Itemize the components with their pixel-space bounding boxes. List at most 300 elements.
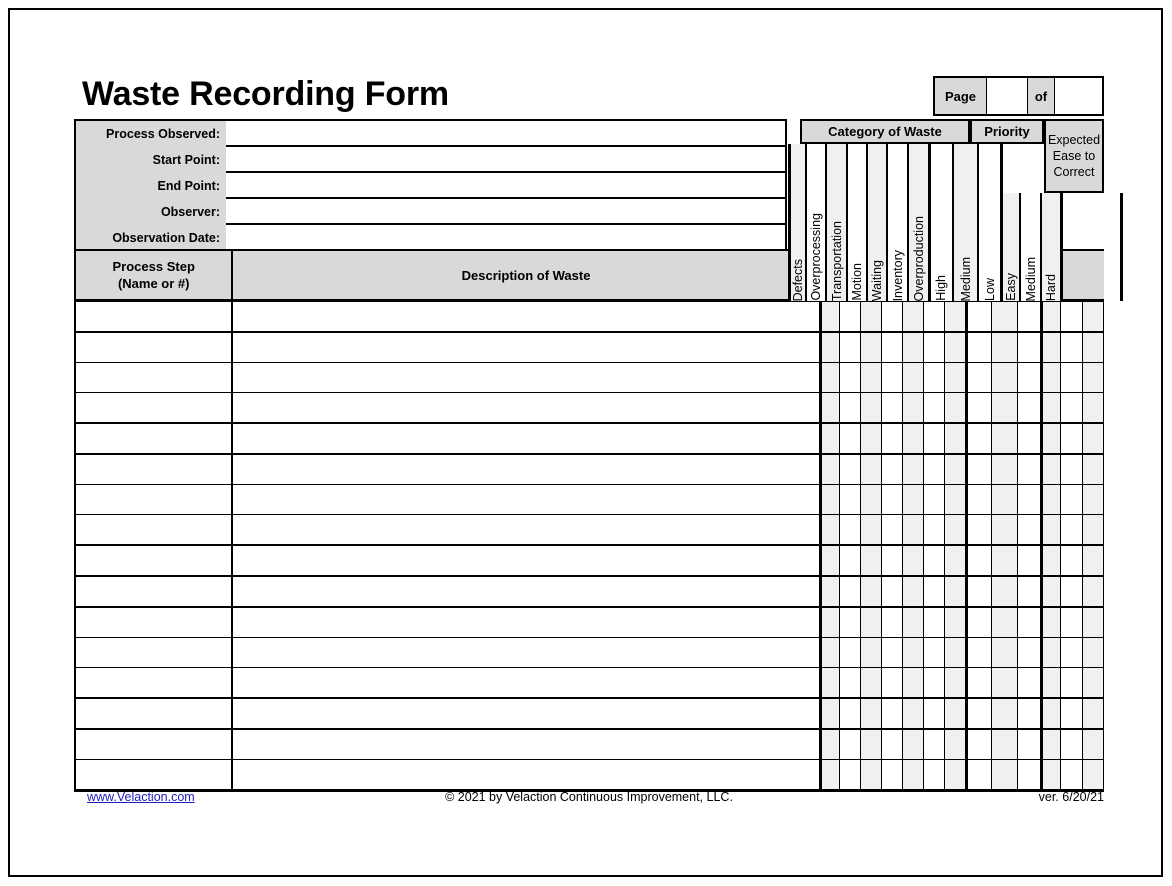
- checkbox-ease-easy[interactable]: [1041, 729, 1061, 760]
- cell-description-of-waste[interactable]: [232, 423, 820, 454]
- checkbox-overproduction[interactable]: [945, 423, 967, 454]
- table-row: [75, 576, 1104, 607]
- velaction-website-link[interactable]: www.Velaction.com: [87, 790, 195, 804]
- checkbox-priority-medium[interactable]: [992, 545, 1018, 576]
- checkbox-ease-hard[interactable]: [1083, 760, 1104, 791]
- checkbox-priority-low[interactable]: [1017, 423, 1041, 454]
- group-separator: [1000, 144, 1003, 301]
- checkbox-ease-medium[interactable]: [1061, 576, 1083, 607]
- checkbox-ease-easy[interactable]: [1041, 485, 1061, 515]
- table-row: [75, 485, 1104, 515]
- checkbox-waiting[interactable]: [903, 668, 924, 699]
- checkbox-ease-hard[interactable]: [1083, 668, 1104, 699]
- table-row: [75, 729, 1104, 760]
- checkbox-priority-high[interactable]: [967, 760, 992, 791]
- table-row: [75, 423, 1104, 454]
- checkbox-priority-high[interactable]: [967, 485, 992, 515]
- checkbox-transportation[interactable]: [860, 576, 882, 607]
- checkbox-overprocessing[interactable]: [839, 301, 860, 333]
- checkbox-transportation[interactable]: [860, 607, 882, 638]
- checkbox-motion[interactable]: [882, 485, 903, 515]
- cell-process-step[interactable]: [75, 301, 232, 333]
- checkbox-overproduction[interactable]: [945, 698, 967, 729]
- checkbox-priority-high[interactable]: [967, 668, 992, 699]
- checkbox-priority-low[interactable]: [1017, 698, 1041, 729]
- checkbox-defects[interactable]: [820, 485, 839, 515]
- checkbox-priority-high[interactable]: [967, 698, 992, 729]
- checkbox-ease-easy[interactable]: [1041, 423, 1061, 454]
- checkbox-priority-low[interactable]: [1017, 668, 1041, 699]
- checkbox-ease-easy[interactable]: [1041, 698, 1061, 729]
- checkbox-transportation[interactable]: [860, 454, 882, 485]
- header-ease-hard: [1083, 250, 1104, 301]
- observation-info-block: [74, 119, 787, 253]
- column-label-priority-medium: [953, 144, 978, 301]
- checkbox-motion[interactable]: [882, 545, 903, 576]
- cell-description-of-waste[interactable]: [232, 729, 820, 760]
- column-label-text-overproduction: Overproduction: [911, 215, 926, 301]
- checkbox-defects[interactable]: [820, 668, 839, 699]
- checkbox-ease-medium[interactable]: [1061, 729, 1083, 760]
- checkbox-inventory[interactable]: [923, 393, 945, 424]
- checkbox-overprocessing[interactable]: [839, 607, 860, 638]
- checkbox-priority-medium[interactable]: [992, 423, 1018, 454]
- checkbox-overprocessing[interactable]: [839, 760, 860, 791]
- checkbox-priority-high[interactable]: [967, 607, 992, 638]
- checkbox-ease-easy[interactable]: [1041, 607, 1061, 638]
- cell-process-step[interactable]: [75, 576, 232, 607]
- checkbox-priority-high[interactable]: [967, 301, 992, 333]
- checkbox-ease-hard[interactable]: [1083, 363, 1104, 393]
- cell-process-step[interactable]: [75, 515, 232, 546]
- checkbox-priority-low[interactable]: [1017, 454, 1041, 485]
- checkbox-priority-low[interactable]: [1017, 301, 1041, 333]
- group-header-priority: Priority: [970, 119, 1044, 144]
- group-header-expected-ease-to-correct: [1044, 119, 1104, 193]
- cell-process-step[interactable]: [75, 638, 232, 668]
- cell-description-of-waste[interactable]: [232, 454, 820, 485]
- cell-description-of-waste[interactable]: [232, 545, 820, 576]
- checkbox-overproduction[interactable]: [945, 454, 967, 485]
- column-label-text-priority-high: High: [934, 275, 948, 301]
- version-text: ver. 6/20/21: [1038, 790, 1104, 804]
- checkbox-defects[interactable]: [820, 607, 839, 638]
- column-label-text-priority-low: Low: [982, 278, 997, 301]
- field-process-observed[interactable]: [226, 121, 785, 147]
- checkbox-transportation[interactable]: [860, 393, 882, 424]
- page-counter: [933, 76, 1104, 116]
- checkbox-priority-high[interactable]: [967, 454, 992, 485]
- checkbox-defects[interactable]: [820, 363, 839, 393]
- checkbox-motion[interactable]: [882, 301, 903, 333]
- cell-process-step[interactable]: [75, 423, 232, 454]
- cell-description-of-waste[interactable]: [232, 485, 820, 515]
- checkbox-ease-hard[interactable]: [1083, 607, 1104, 638]
- column-label-overprocessing: [806, 144, 826, 301]
- of-label: of: [1028, 78, 1055, 114]
- checkbox-priority-high[interactable]: [967, 729, 992, 760]
- info-row-observation-date: [76, 225, 785, 251]
- checkbox-defects[interactable]: [820, 698, 839, 729]
- checkbox-priority-low[interactable]: [1017, 393, 1041, 424]
- cell-description-of-waste[interactable]: [232, 668, 820, 699]
- checkbox-priority-low[interactable]: [1017, 485, 1041, 515]
- checkbox-inventory[interactable]: [923, 576, 945, 607]
- checkbox-ease-medium[interactable]: [1061, 760, 1083, 791]
- checkbox-ease-medium[interactable]: [1061, 668, 1083, 699]
- checkbox-motion[interactable]: [882, 698, 903, 729]
- checkbox-ease-medium[interactable]: [1061, 454, 1083, 485]
- column-label-transportation: [826, 144, 847, 301]
- checkbox-priority-medium[interactable]: [992, 363, 1018, 393]
- cell-process-step[interactable]: [75, 698, 232, 729]
- checkbox-overprocessing[interactable]: [839, 729, 860, 760]
- checkbox-motion[interactable]: [882, 668, 903, 699]
- checkbox-waiting[interactable]: [903, 423, 924, 454]
- checkbox-priority-low[interactable]: [1017, 515, 1041, 546]
- column-label-overproduction: [908, 144, 929, 301]
- checkbox-inventory[interactable]: [923, 668, 945, 699]
- checkbox-inventory[interactable]: [923, 638, 945, 668]
- checkbox-priority-low[interactable]: [1017, 332, 1041, 363]
- cell-description-of-waste[interactable]: [232, 515, 820, 546]
- checkbox-waiting[interactable]: [903, 515, 924, 546]
- checkbox-ease-easy[interactable]: [1041, 545, 1061, 576]
- ease-line-3: Correct: [1053, 165, 1095, 179]
- checkbox-ease-hard[interactable]: [1083, 698, 1104, 729]
- checkbox-priority-low[interactable]: [1017, 576, 1041, 607]
- checkbox-priority-low[interactable]: [1017, 363, 1041, 393]
- checkbox-overprocessing[interactable]: [839, 545, 860, 576]
- checkbox-transportation[interactable]: [860, 423, 882, 454]
- table-row: [75, 760, 1104, 791]
- checkbox-ease-hard[interactable]: [1083, 729, 1104, 760]
- cell-description-of-waste[interactable]: [232, 607, 820, 638]
- cell-process-step[interactable]: [75, 607, 232, 638]
- checkbox-motion[interactable]: [882, 607, 903, 638]
- table-row: [75, 332, 1104, 363]
- checkbox-motion[interactable]: [882, 760, 903, 791]
- checkbox-priority-high[interactable]: [967, 423, 992, 454]
- cell-process-step[interactable]: [75, 668, 232, 699]
- checkbox-ease-hard[interactable]: [1083, 638, 1104, 668]
- checkbox-ease-medium[interactable]: [1061, 332, 1083, 363]
- table-row: [75, 515, 1104, 546]
- checkbox-overproduction[interactable]: [945, 668, 967, 699]
- header-process-step: [75, 250, 232, 301]
- column-label-motion: [847, 144, 867, 301]
- cell-description-of-waste[interactable]: [232, 698, 820, 729]
- checkbox-overprocessing[interactable]: [839, 393, 860, 424]
- checkbox-transportation[interactable]: [860, 545, 882, 576]
- checkbox-ease-hard[interactable]: [1083, 332, 1104, 363]
- checkbox-motion[interactable]: [882, 454, 903, 485]
- checkbox-waiting[interactable]: [903, 545, 924, 576]
- cell-description-of-waste[interactable]: [232, 638, 820, 668]
- column-label-text-waiting: Waiting: [870, 259, 884, 301]
- checkbox-defects[interactable]: [820, 332, 839, 363]
- checkbox-ease-easy[interactable]: [1041, 668, 1061, 699]
- cell-process-step[interactable]: [75, 363, 232, 393]
- checkbox-defects[interactable]: [820, 393, 839, 424]
- cell-process-step[interactable]: [75, 545, 232, 576]
- checkbox-waiting[interactable]: [903, 729, 924, 760]
- field-start-point[interactable]: [226, 147, 785, 173]
- checkbox-overproduction[interactable]: [945, 638, 967, 668]
- checkbox-defects[interactable]: [820, 638, 839, 668]
- checkbox-waiting[interactable]: [903, 301, 924, 333]
- checkbox-motion[interactable]: [882, 423, 903, 454]
- cell-process-step[interactable]: [75, 760, 232, 791]
- checkbox-priority-low[interactable]: [1017, 729, 1041, 760]
- checkbox-inventory[interactable]: [923, 363, 945, 393]
- checkbox-transportation[interactable]: [860, 698, 882, 729]
- checkbox-waiting[interactable]: [903, 638, 924, 668]
- header-ease-medium: [1061, 250, 1083, 301]
- checkbox-ease-medium[interactable]: [1061, 515, 1083, 546]
- checkbox-ease-easy[interactable]: [1041, 393, 1061, 424]
- column-label-priority-low: [978, 144, 1001, 301]
- checkbox-overprocessing[interactable]: [839, 698, 860, 729]
- checkbox-priority-medium[interactable]: [992, 668, 1018, 699]
- page-title: Waste Recording Form: [82, 75, 449, 113]
- checkbox-motion[interactable]: [882, 576, 903, 607]
- checkbox-priority-high[interactable]: [967, 576, 992, 607]
- checkbox-defects[interactable]: [820, 545, 839, 576]
- header-process-step-line1: Process Step: [112, 259, 195, 274]
- checkbox-defects[interactable]: [820, 576, 839, 607]
- checkbox-ease-medium[interactable]: [1061, 363, 1083, 393]
- checkbox-priority-medium[interactable]: [992, 515, 1018, 546]
- checkbox-waiting[interactable]: [903, 698, 924, 729]
- checkbox-motion[interactable]: [882, 515, 903, 546]
- checkbox-ease-medium[interactable]: [1061, 485, 1083, 515]
- checkbox-overprocessing[interactable]: [839, 576, 860, 607]
- checkbox-priority-medium[interactable]: [992, 485, 1018, 515]
- checkbox-priority-high[interactable]: [967, 515, 992, 546]
- checkbox-ease-hard[interactable]: [1083, 423, 1104, 454]
- page-footer: [74, 789, 1104, 809]
- checkbox-ease-easy[interactable]: [1041, 760, 1061, 791]
- table-row: [75, 301, 1104, 333]
- checkbox-defects[interactable]: [820, 515, 839, 546]
- ease-line-2: Ease to: [1052, 149, 1096, 163]
- checkbox-overprocessing[interactable]: [839, 638, 860, 668]
- checkbox-ease-hard[interactable]: [1083, 485, 1104, 515]
- checkbox-waiting[interactable]: [903, 576, 924, 607]
- checkbox-inventory[interactable]: [923, 332, 945, 363]
- checkbox-ease-medium[interactable]: [1061, 393, 1083, 424]
- checkbox-inventory[interactable]: [923, 423, 945, 454]
- checkbox-defects[interactable]: [820, 729, 839, 760]
- checkbox-inventory[interactable]: [923, 485, 945, 515]
- checkbox-overprocessing[interactable]: [839, 515, 860, 546]
- checkbox-inventory[interactable]: [923, 515, 945, 546]
- cell-process-step[interactable]: [75, 729, 232, 760]
- table-row: [75, 393, 1104, 424]
- checkbox-motion[interactable]: [882, 393, 903, 424]
- checkbox-priority-high[interactable]: [967, 638, 992, 668]
- checkbox-waiting[interactable]: [903, 760, 924, 791]
- checkbox-priority-high[interactable]: [967, 332, 992, 363]
- checkbox-defects[interactable]: [820, 423, 839, 454]
- checkbox-ease-easy[interactable]: [1041, 332, 1061, 363]
- column-label-ease-hard: [1041, 193, 1061, 301]
- checkbox-motion[interactable]: [882, 332, 903, 363]
- checkbox-waiting[interactable]: [903, 607, 924, 638]
- column-label-defects: [789, 144, 806, 301]
- checkbox-priority-medium[interactable]: [992, 698, 1018, 729]
- checkbox-transportation[interactable]: [860, 363, 882, 393]
- header-description-of-waste: Description of Waste: [232, 250, 820, 301]
- checkbox-overproduction[interactable]: [945, 576, 967, 607]
- checkbox-waiting[interactable]: [903, 454, 924, 485]
- checkbox-motion[interactable]: [882, 638, 903, 668]
- info-row-observer: [76, 199, 785, 225]
- checkbox-priority-low[interactable]: [1017, 760, 1041, 791]
- checkbox-overprocessing[interactable]: [839, 332, 860, 363]
- checkbox-priority-medium[interactable]: [992, 729, 1018, 760]
- checkbox-overproduction[interactable]: [945, 760, 967, 791]
- cell-description-of-waste[interactable]: [232, 363, 820, 393]
- checkbox-overproduction[interactable]: [945, 607, 967, 638]
- checkbox-defects[interactable]: [820, 454, 839, 485]
- checkbox-priority-medium[interactable]: [992, 393, 1018, 424]
- checkbox-ease-easy[interactable]: [1041, 454, 1061, 485]
- checkbox-priority-medium[interactable]: [992, 301, 1018, 333]
- cell-process-step[interactable]: [75, 485, 232, 515]
- checkbox-motion[interactable]: [882, 729, 903, 760]
- checkbox-priority-high[interactable]: [967, 363, 992, 393]
- checkbox-overproduction[interactable]: [945, 363, 967, 393]
- checkbox-overprocessing[interactable]: [839, 668, 860, 699]
- checkbox-priority-medium[interactable]: [992, 607, 1018, 638]
- checkbox-inventory[interactable]: [923, 760, 945, 791]
- checkbox-ease-easy[interactable]: [1041, 515, 1061, 546]
- checkbox-ease-hard[interactable]: [1083, 301, 1104, 333]
- checkbox-waiting[interactable]: [903, 332, 924, 363]
- checkbox-ease-hard[interactable]: [1083, 576, 1104, 607]
- checkbox-transportation[interactable]: [860, 729, 882, 760]
- checkbox-motion[interactable]: [882, 363, 903, 393]
- checkbox-overproduction[interactable]: [945, 485, 967, 515]
- checkbox-transportation[interactable]: [860, 760, 882, 791]
- checkbox-ease-medium[interactable]: [1061, 423, 1083, 454]
- checkbox-overprocessing[interactable]: [839, 423, 860, 454]
- checkbox-inventory[interactable]: [923, 301, 945, 333]
- column-label-text-motion: Motion: [850, 263, 864, 301]
- checkbox-overproduction[interactable]: [945, 393, 967, 424]
- checkbox-transportation[interactable]: [860, 301, 882, 333]
- checkbox-inventory[interactable]: [923, 454, 945, 485]
- cell-description-of-waste[interactable]: [232, 332, 820, 363]
- label-end-point: End Point:: [76, 173, 226, 199]
- checkbox-defects[interactable]: [820, 760, 839, 791]
- label-start-point: Start Point:: [76, 147, 226, 173]
- checkbox-inventory[interactable]: [923, 698, 945, 729]
- checkbox-ease-easy[interactable]: [1041, 576, 1061, 607]
- checkbox-ease-easy[interactable]: [1041, 301, 1061, 333]
- checkbox-ease-hard[interactable]: [1083, 454, 1104, 485]
- cell-process-step[interactable]: [75, 393, 232, 424]
- column-label-text-overprocessing: Overprocessing: [809, 213, 823, 301]
- checkbox-transportation[interactable]: [860, 485, 882, 515]
- ease-line-1: Expected: [1047, 133, 1101, 147]
- checkbox-priority-low[interactable]: [1017, 607, 1041, 638]
- checkbox-overprocessing[interactable]: [839, 485, 860, 515]
- checkbox-priority-medium[interactable]: [992, 760, 1018, 791]
- checkbox-ease-easy[interactable]: [1041, 638, 1061, 668]
- checkbox-ease-medium[interactable]: [1061, 545, 1083, 576]
- checkbox-ease-medium[interactable]: [1061, 607, 1083, 638]
- checkbox-waiting[interactable]: [903, 485, 924, 515]
- checkbox-overproduction[interactable]: [945, 301, 967, 333]
- cell-description-of-waste[interactable]: [232, 301, 820, 333]
- cell-description-of-waste[interactable]: [232, 576, 820, 607]
- cell-process-step[interactable]: [75, 454, 232, 485]
- copyright-text: © 2021 by Velaction Continuous Improvement, LLC.: [445, 790, 733, 804]
- checkbox-priority-medium[interactable]: [992, 454, 1018, 485]
- checkbox-ease-hard[interactable]: [1083, 545, 1104, 576]
- info-row-start-point: [76, 147, 785, 173]
- checkbox-transportation[interactable]: [860, 668, 882, 699]
- checkbox-overproduction[interactable]: [945, 332, 967, 363]
- checkbox-defects[interactable]: [820, 301, 839, 333]
- cell-description-of-waste[interactable]: [232, 760, 820, 791]
- checkbox-priority-medium[interactable]: [992, 332, 1018, 363]
- field-observation-date[interactable]: [226, 225, 785, 251]
- checkbox-ease-medium[interactable]: [1061, 638, 1083, 668]
- checkbox-ease-easy[interactable]: [1041, 363, 1061, 393]
- checkbox-priority-medium[interactable]: [992, 576, 1018, 607]
- checkbox-inventory[interactable]: [923, 545, 945, 576]
- checkbox-inventory[interactable]: [923, 607, 945, 638]
- cell-process-step[interactable]: [75, 332, 232, 363]
- checkbox-ease-hard[interactable]: [1083, 393, 1104, 424]
- checkbox-transportation[interactable]: [860, 515, 882, 546]
- checkbox-overproduction[interactable]: [945, 545, 967, 576]
- cell-description-of-waste[interactable]: [232, 393, 820, 424]
- table-row: [75, 607, 1104, 638]
- checkbox-overproduction[interactable]: [945, 729, 967, 760]
- checkbox-overprocessing[interactable]: [839, 454, 860, 485]
- checkbox-priority-high[interactable]: [967, 393, 992, 424]
- page-number-field[interactable]: [987, 78, 1028, 114]
- group-separator: [1060, 193, 1063, 301]
- checkbox-priority-medium[interactable]: [992, 638, 1018, 668]
- checkbox-waiting[interactable]: [903, 393, 924, 424]
- group-header-category-of-waste: Category of Waste: [800, 119, 970, 144]
- checkbox-inventory[interactable]: [923, 729, 945, 760]
- checkbox-ease-hard[interactable]: [1083, 515, 1104, 546]
- header-process-step-line2: (Name or #): [117, 276, 190, 291]
- checkbox-ease-medium[interactable]: [1061, 698, 1083, 729]
- checkbox-priority-high[interactable]: [967, 545, 992, 576]
- checkbox-overproduction[interactable]: [945, 515, 967, 546]
- checkbox-priority-low[interactable]: [1017, 545, 1041, 576]
- checkbox-priority-low[interactable]: [1017, 638, 1041, 668]
- info-row-end-point: [76, 173, 785, 199]
- checkbox-overprocessing[interactable]: [839, 363, 860, 393]
- checkbox-transportation[interactable]: [860, 332, 882, 363]
- checkbox-waiting[interactable]: [903, 363, 924, 393]
- field-observer[interactable]: [226, 199, 785, 225]
- column-label-text-ease-medium: Medium: [1023, 256, 1038, 301]
- field-end-point[interactable]: [226, 173, 785, 199]
- checkbox-transportation[interactable]: [860, 638, 882, 668]
- checkbox-ease-medium[interactable]: [1061, 301, 1083, 333]
- page-total-field[interactable]: [1055, 78, 1102, 114]
